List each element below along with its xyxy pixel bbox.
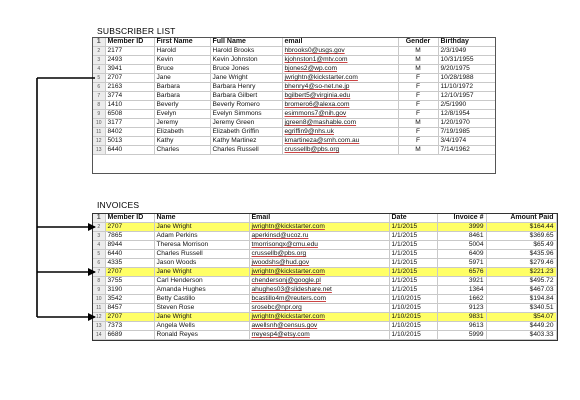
cell-amount-paid: $194.84 [486, 295, 556, 304]
cell-member-id: 6440 [105, 146, 154, 155]
cell-amount-paid: $221.23 [486, 268, 556, 277]
column-header-gender: Gender [398, 38, 438, 47]
cell-gender: F [398, 74, 438, 83]
column-header-full-name: Full Name [210, 38, 282, 47]
cell-date: 1/10/2015 [389, 322, 437, 331]
cell-invoice-number: 1364 [437, 286, 486, 295]
cell-name: Amanda Hughes [154, 286, 249, 295]
cell-birthday: 11/10/1972 [438, 83, 495, 92]
row-number: 4 [93, 241, 105, 250]
row-number: 4 [93, 65, 105, 74]
cell-full-name: Jeremy Green [210, 119, 282, 128]
column-header-first-name: First Name [154, 38, 210, 47]
cell-invoice-number: 9613 [437, 322, 486, 331]
cell-birthday: 10/28/1988 [438, 74, 495, 83]
cell-email: tmorrisonqx@cmu.edu [249, 241, 389, 250]
cell-name: Jane Wright [154, 313, 249, 322]
cell-name: Jane Wright [154, 268, 249, 277]
cell-gender: M [398, 65, 438, 74]
cell-amount-paid: $495.72 [486, 277, 556, 286]
cell-member-id: 3755 [105, 277, 154, 286]
row-number: 12 [93, 313, 105, 322]
cell-name: Jason Woods [154, 259, 249, 268]
cell-birthday: 9/20/1975 [438, 65, 495, 74]
row-number: 5 [93, 74, 105, 83]
cell-invoice-number: 5999 [437, 331, 486, 340]
row-number: 13 [93, 146, 105, 155]
cell-first-name: Beverly [154, 101, 210, 110]
cell-first-name: Elizabeth [154, 128, 210, 137]
cell-full-name: Barbara Henry [210, 83, 282, 92]
cell-email: ahughes03@slideshare.net [249, 286, 389, 295]
cell-name: Steven Rose [154, 304, 249, 313]
cell-member-id: 6508 [105, 110, 154, 119]
cell-date: 1/1/2015 [389, 268, 437, 277]
cell-birthday: 12/8/1954 [438, 110, 495, 119]
cell-gender: F [398, 83, 438, 92]
cell-member-id: 2707 [105, 223, 154, 232]
row-number: 11 [93, 304, 105, 313]
cell-member-id: 3542 [105, 295, 154, 304]
cell-amount-paid: $369.65 [486, 232, 556, 241]
cell-full-name: Barbara Gilbert [210, 92, 282, 101]
cell-email: crussellb@pbs.org [249, 250, 389, 259]
cell-first-name: Barbara [154, 83, 210, 92]
row-number: 2 [93, 223, 105, 232]
cell-email: hbrooks0@usgs.gov [282, 47, 398, 56]
cell-first-name: Jane [154, 74, 210, 83]
row-number: 3 [93, 56, 105, 65]
cell-name: Jane Wright [154, 223, 249, 232]
row-number: 10 [93, 295, 105, 304]
cell-member-id: 3177 [105, 119, 154, 128]
cell-full-name: Charles Russell [210, 146, 282, 155]
cell-name: Betty Castillo [154, 295, 249, 304]
cell-amount-paid: $435.96 [486, 250, 556, 259]
row-number: 1 [93, 214, 105, 223]
cell-email: jwrightn@kickstarter.com [249, 268, 389, 277]
column-header-invoice-number: Invoice # [437, 214, 486, 223]
cell-full-name: Harold Brooks [210, 47, 282, 56]
cell-gender: F [398, 92, 438, 101]
subscriber-list-title: SUBSCRIBER LIST [97, 26, 176, 36]
column-header-member-id: Member ID [105, 214, 154, 223]
column-header-email: email [282, 38, 398, 47]
cell-name: Carl Henderson [154, 277, 249, 286]
cell-first-name: Charles [154, 146, 210, 155]
cell-email: esimmons7@nih.gov [282, 110, 398, 119]
cell-birthday: 2/3/1949 [438, 47, 495, 56]
column-header-email: Email [249, 214, 389, 223]
row-number: 3 [93, 232, 105, 241]
row-number: 13 [93, 322, 105, 331]
cell-invoice-number: 3999 [437, 223, 486, 232]
cell-member-id: 2707 [105, 74, 154, 83]
cell-member-id: 2163 [105, 83, 154, 92]
row-number: 2 [93, 47, 105, 56]
cell-email: chendersonj@google.pl [249, 277, 389, 286]
cell-member-id: 3941 [105, 65, 154, 74]
cell-full-name: Kathy Martinez [210, 137, 282, 146]
cell-email: rreyesp4@etsy.com [249, 331, 389, 340]
cell-email: egriffin9@nhs.uk [282, 128, 398, 137]
cell-gender: F [398, 101, 438, 110]
row-number: 14 [93, 331, 105, 340]
cell-member-id: 4335 [105, 259, 154, 268]
cell-member-id: 6440 [105, 250, 154, 259]
cell-date: 1/10/2015 [389, 304, 437, 313]
cell-amount-paid: $340.51 [486, 304, 556, 313]
cell-amount-paid: $164.44 [486, 223, 556, 232]
cell-name: Adam Perkins [154, 232, 249, 241]
cell-email: bgilbert5@virginia.edu [282, 92, 398, 101]
cell-invoice-number: 3921 [437, 277, 486, 286]
cell-member-id: 2493 [105, 56, 154, 65]
cell-first-name: Harold [154, 47, 210, 56]
cell-email: bromero6@alexa.com [282, 101, 398, 110]
row-number: 10 [93, 119, 105, 128]
cell-email: kjohnston1@mtv.com [282, 56, 398, 65]
row-number: 8 [93, 101, 105, 110]
cell-first-name: Barbara [154, 92, 210, 101]
cell-date: 1/1/2015 [389, 241, 437, 250]
column-header-date: Date [389, 214, 437, 223]
cell-full-name: Jane Wright [210, 74, 282, 83]
row-number: 1 [93, 38, 105, 47]
cell-birthday: 7/19/1985 [438, 128, 495, 137]
cell-invoice-number: 9123 [437, 304, 486, 313]
cell-gender: M [398, 146, 438, 155]
cell-birthday: 10/31/1955 [438, 56, 495, 65]
cell-full-name: Beverly Romero [210, 101, 282, 110]
row-number: 9 [93, 286, 105, 295]
cell-invoice-number: 9831 [437, 313, 486, 322]
cell-invoice-number: 6576 [437, 268, 486, 277]
row-number: 7 [93, 268, 105, 277]
row-number: 6 [93, 259, 105, 268]
arrow-group [37, 78, 95, 317]
cell-email: jwoodshs@hud.gov [249, 259, 389, 268]
cell-full-name: Kevin Johnston [210, 56, 282, 65]
cell-date: 1/1/2015 [389, 286, 437, 295]
column-header-birthday: Birthday [438, 38, 495, 47]
cell-email: jwrightn@kickstarter.com [249, 223, 389, 232]
cell-amount-paid: $279.46 [486, 259, 556, 268]
cell-full-name: Elizabeth Griffin [210, 128, 282, 137]
cell-gender: F [398, 137, 438, 146]
cell-member-id: 8457 [105, 304, 154, 313]
cell-member-id: 2177 [105, 47, 154, 56]
cell-email: jwrightn@kickstarter.com [282, 74, 398, 83]
cell-amount-paid: $65.49 [486, 241, 556, 250]
cell-gender: M [398, 47, 438, 56]
cell-email: jwrightn@kickstarter.com [249, 313, 389, 322]
cell-invoice-number: 5004 [437, 241, 486, 250]
cell-invoice-number: 6409 [437, 250, 486, 259]
cell-member-id: 1410 [105, 101, 154, 110]
cell-email: bjones2@wp.com [282, 65, 398, 74]
row-number: 7 [93, 92, 105, 101]
cell-name: Angela Wells [154, 322, 249, 331]
cell-date: 1/10/2015 [389, 313, 437, 322]
cell-full-name: Evelyn Simmons [210, 110, 282, 119]
cell-invoice-number: 8461 [437, 232, 486, 241]
cell-full-name: Bruce Jones [210, 65, 282, 74]
row-number: 12 [93, 137, 105, 146]
cell-birthday: 7/14/1962 [438, 146, 495, 155]
column-header-member-id: Member ID [105, 38, 154, 47]
cell-member-id: 3190 [105, 286, 154, 295]
cell-member-id: 6689 [105, 331, 154, 340]
cell-name: Ronald Reyes [154, 331, 249, 340]
cell-amount-paid: $54.07 [486, 313, 556, 322]
cell-email: bcastillo4m@reuters.com [249, 295, 389, 304]
cell-amount-paid: $467.03 [486, 286, 556, 295]
cell-date: 1/10/2015 [389, 295, 437, 304]
cell-member-id: 5013 [105, 137, 154, 146]
cell-member-id: 3774 [105, 92, 154, 101]
row-number: 9 [93, 110, 105, 119]
cell-email: srosebc@npr.org [249, 304, 389, 313]
cell-gender: F [398, 110, 438, 119]
cell-email: aperkinsd@ucoz.ru [249, 232, 389, 241]
cell-amount-paid: $449.20 [486, 322, 556, 331]
cell-first-name: Kevin [154, 56, 210, 65]
cell-invoice-number: 1662 [437, 295, 486, 304]
cell-birthday: 3/4/1974 [438, 137, 495, 146]
cell-name: Charles Russell [154, 250, 249, 259]
row-number: 11 [93, 128, 105, 137]
column-header-name: Name [154, 214, 249, 223]
cell-first-name: Kathy [154, 137, 210, 146]
cell-gender: M [398, 56, 438, 65]
row-number: 8 [93, 277, 105, 286]
cell-first-name: Jeremy [154, 119, 210, 128]
cell-email: crussellb@pbs.org [282, 146, 398, 155]
cell-first-name: Bruce [154, 65, 210, 74]
cell-email: awellsnh@census.gov [249, 322, 389, 331]
cell-member-id: 8944 [105, 241, 154, 250]
cell-member-id: 7373 [105, 322, 154, 331]
cell-date: 1/1/2015 [389, 223, 437, 232]
cell-date: 1/10/2015 [389, 331, 437, 340]
cell-birthday: 2/5/1990 [438, 101, 495, 110]
cell-member-id: 7865 [105, 232, 154, 241]
cell-date: 1/1/2015 [389, 250, 437, 259]
cell-member-id: 2707 [105, 313, 154, 322]
cell-member-id: 2707 [105, 268, 154, 277]
cell-birthday: 12/10/1957 [438, 92, 495, 101]
cell-date: 1/1/2015 [389, 277, 437, 286]
column-header-amount-paid: Amount Paid [486, 214, 556, 223]
cell-email: jgreen8@mashable.com [282, 119, 398, 128]
cell-amount-paid: $403.33 [486, 331, 556, 340]
cell-member-id: 8402 [105, 128, 154, 137]
cell-email: bhenry4@so-net.ne.jp [282, 83, 398, 92]
invoices-title: INVOICES [97, 200, 140, 210]
row-number: 5 [93, 250, 105, 259]
cell-date: 1/1/2015 [389, 259, 437, 268]
row-number: 6 [93, 83, 105, 92]
cell-birthday: 1/20/1970 [438, 119, 495, 128]
cell-date: 1/1/2015 [389, 232, 437, 241]
cell-gender: M [398, 119, 438, 128]
cell-email: kmartineza@smh.com.au [282, 137, 398, 146]
cell-name: Theresa Morrison [154, 241, 249, 250]
cell-first-name: Evelyn [154, 110, 210, 119]
cell-invoice-number: 5971 [437, 259, 486, 268]
cell-gender: F [398, 128, 438, 137]
